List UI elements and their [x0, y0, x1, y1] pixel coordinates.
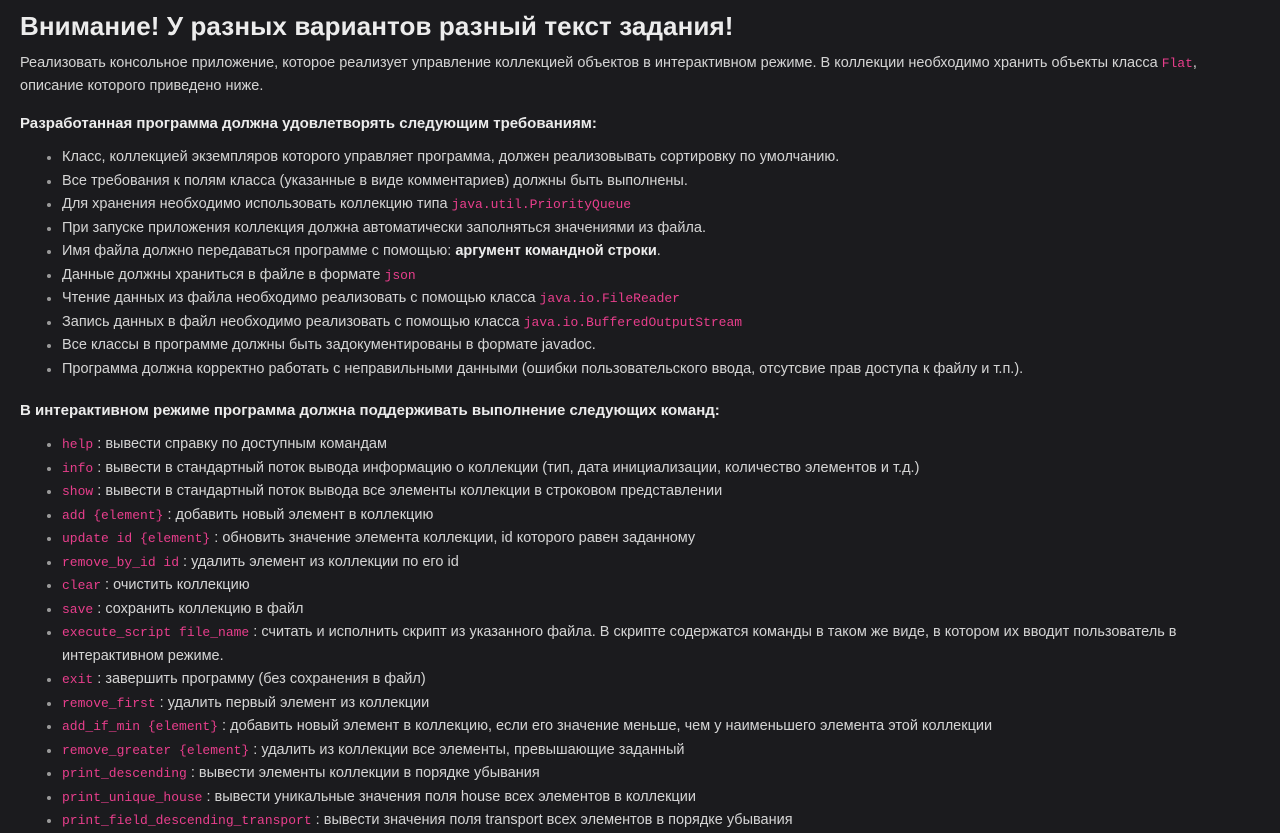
command-description: вывести в стандартный поток вывода все элементы коллекции в строковом представлении [105, 483, 723, 499]
requirement-text: При запуске приложения коллекция должна автоматически заполняться значениями из файла. [62, 219, 706, 236]
command-name: save [62, 601, 94, 617]
command-separator: : [101, 577, 114, 593]
requirement-item [20, 334, 1260, 358]
command-item [20, 809, 1260, 833]
command-item [20, 551, 1260, 575]
command-description: обновить значение элемента коллекции, id которого равен заданному [222, 530, 696, 546]
requirement-code: json [384, 267, 416, 283]
requirement-text: Класс, коллекцией экземпляров которого управляет программа, должен реализовывать сортировку по умолчанию. [62, 149, 840, 165]
requirement-code: java.io.FileReader [539, 291, 680, 306]
command-description: вывести справку по доступным командам [105, 436, 387, 452]
command-name: info [62, 460, 94, 476]
requirements-heading: Разработанная программа должна удовлетворять следующим требованиям: [20, 115, 597, 132]
intro-text-after: , описание которого приведено ниже. [20, 55, 1197, 94]
command-name: remove_greater {element} [62, 742, 250, 758]
command-description: добавить новый элемент в коллекцию, если его значение меньше, чем у наименьшего элемента этой коллекции [230, 718, 993, 734]
requirement-item [20, 146, 1260, 170]
command-name: clear [62, 578, 102, 593]
command-name: add {element} [62, 507, 164, 523]
requirement-item [20, 311, 1260, 335]
requirement-text: Чтение данных из файла необходимо реализовать с помощью класса [62, 290, 540, 306]
requirement-text: Все требования к полям класса (указанные в виде комментариев) должны быть выполнены. [62, 172, 688, 189]
requirement-item [20, 170, 1260, 194]
command-description: считать и исполнить скрипт из указанного файла. В скрипте содержатся команды в таком же виде, в котором их вводит пользователь в интерактивном режиме. [62, 624, 1177, 664]
command-separator: : [218, 718, 231, 734]
command-separator: : [93, 436, 106, 452]
command-description: вывести уникальные значения поля house всех элементов в коллекции [214, 788, 696, 805]
command-separator: : [186, 765, 199, 781]
command-separator: : [249, 624, 262, 640]
command-description: вывести элементы коллекции в порядке убывания [198, 765, 540, 781]
command-separator: : [93, 671, 106, 687]
requirement-text: Имя файла должно передаваться программе с помощью: [62, 243, 456, 259]
command-separator: : [210, 530, 223, 546]
requirement-item [20, 193, 1260, 217]
commands-heading: В интерактивном режиме программа должна поддерживать выполнение следующих команд: [20, 402, 720, 419]
command-description: вывести значения поля transport всех элементов в порядке убывания [323, 812, 793, 828]
command-separator: : [93, 483, 106, 499]
command-name: execute_script file_name [62, 625, 250, 640]
command-separator: : [93, 459, 106, 476]
command-item [20, 692, 1260, 716]
command-description: завершить программу (без сохранения в файл) [105, 671, 426, 687]
command-item [20, 480, 1260, 504]
command-separator: : [202, 788, 215, 805]
command-name: help [62, 437, 94, 452]
command-name: update id {element} [62, 531, 211, 546]
commands-list [20, 433, 1260, 833]
command-description: удалить из коллекции все элементы, превышающие заданный [261, 741, 685, 758]
command-item [20, 786, 1260, 810]
requirement-text-after: . [656, 243, 661, 259]
requirement-item [20, 217, 1260, 241]
command-separator: : [249, 741, 262, 758]
page-title: Внимание! У разных вариантов разный текст задания! [20, 11, 734, 41]
command-description: сохранить коллекцию в файл [105, 600, 304, 617]
command-item [20, 762, 1260, 786]
requirement-code: java.util.PriorityQueue [451, 197, 632, 212]
command-separator: : [179, 553, 192, 570]
command-separator: : [163, 506, 176, 523]
command-name: remove_first [62, 695, 156, 711]
command-item [20, 715, 1260, 739]
command-item [20, 504, 1260, 528]
command-item [20, 457, 1260, 481]
requirement-text: Для хранения необходимо использовать коллекцию типа [62, 196, 452, 212]
command-name: print_unique_house [62, 789, 203, 805]
command-separator: : [93, 600, 106, 617]
requirement-item [20, 240, 1260, 264]
command-item [20, 598, 1260, 622]
requirement-text: Запись данных в файл необходимо реализовать с помощью класса [62, 313, 524, 330]
command-description: вывести в стандартный поток вывода информацию о коллекции (тип, дата инициализации, количество элементов и т.д.) [105, 459, 920, 476]
requirement-item [20, 358, 1260, 382]
command-description: очистить коллекцию [113, 577, 250, 593]
requirement-text: Все классы в программе должны быть задокументированы в формате javadoc. [62, 337, 596, 353]
requirement-emphasis: аргумент командной строки [455, 243, 657, 259]
requirement-code: java.io.BufferedOutputStream [523, 314, 743, 330]
command-item [20, 574, 1260, 598]
requirements-list [20, 146, 1260, 381]
requirement-item [20, 287, 1260, 311]
requirement-text: Данные должны храниться в файле в формате [62, 266, 385, 283]
command-name: print_field_descending_transport [62, 813, 312, 828]
command-item [20, 433, 1260, 457]
command-name: add_if_min {element} [62, 719, 219, 734]
command-name: show [62, 484, 94, 499]
command-item [20, 739, 1260, 763]
command-separator: : [155, 694, 168, 711]
command-item [20, 621, 1260, 668]
class-name-code: Flat [1161, 56, 1193, 71]
command-separator: : [311, 812, 324, 828]
command-description: удалить первый элемент из коллекции [167, 694, 430, 711]
command-name: print_descending [62, 766, 187, 781]
intro-text-before: Реализовать консольное приложение, которое реализует управление коллекцией объектов в интерактивном режиме. В коллекции необходимо хранить объекты класса [20, 55, 1162, 71]
command-description: добавить новый элемент в коллекцию [175, 506, 434, 523]
intro-paragraph [20, 52, 1260, 98]
command-description: удалить элемент из коллекции по его id [191, 553, 459, 570]
requirement-item [20, 264, 1260, 288]
requirement-text: Программа должна корректно работать с неправильными данными (ошибки пользовательского ввода, отсутсвие прав доступа к файлу и т.п.). [62, 360, 1024, 377]
command-name: exit [62, 672, 94, 687]
command-item [20, 527, 1260, 551]
command-item [20, 668, 1260, 692]
command-name: remove_by_id id [62, 554, 180, 570]
